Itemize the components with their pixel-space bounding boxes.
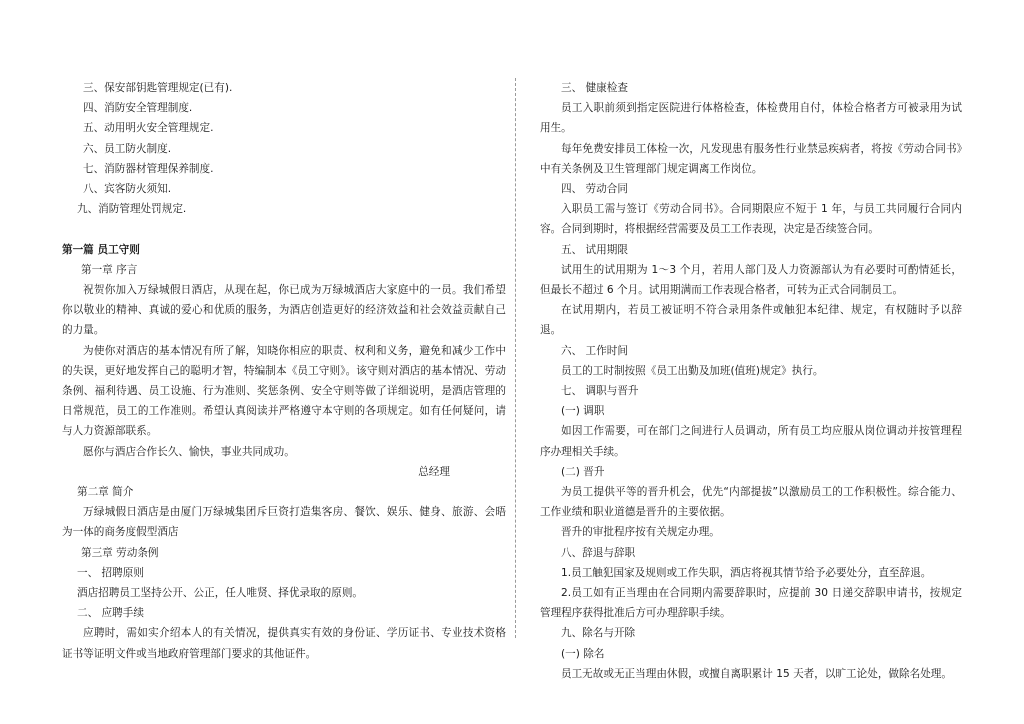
paragraph: 员工的工时制按照《员工出勤及加班(值班)规定》执行。 [561,364,824,377]
paragraph: 2.员工如有正当理由在合同期内需要辞职时，应提前 30 日递交辞职申请书，按规定管理程序获得批准后方可办理辞职手续。 [540,587,962,620]
paragraph: 每年免费安排员工体检一次，凡发现患有服务性行业禁忌疾病者，将按《劳动合同书》中有关条例及卫生管理部门规定调离工作岗位。 [540,142,962,175]
paragraph: 第三章 劳动条例 [81,546,159,559]
paragraph: 应聘时，需如实介绍本人的有关情况，提供真实有效的身份证、学历证书、专业技术资格证书等证明文件或当地政府管理部门要求的其他证件。 [62,627,506,660]
right-column [540,78,962,684]
paragraph: 愿你与酒店合作长久、愉快，事业共同成功。 [83,445,295,458]
paragraph: (一) 除名 [561,647,605,660]
paragraph: 万绿城假日酒店是由厦门万绿城集团斥巨资打造集客房、餐饮、娱乐、健身、旅游、会晤为一体的商务度假型酒店 [62,506,506,539]
paragraph: 七、消防器材管理保养制度. [83,162,214,175]
blank-line [62,219,506,239]
paragraph: 晋升的审批程序按有关规定办理。 [561,526,720,539]
paragraph: 为员工提供平等的晋升机会，优先“内部提拔”以激励员工的工作积极性。综合能力、工作业绩和职业道德是晋升的主要依据。 [540,486,962,519]
paragraph: 八、辞退与辞职 [561,546,636,559]
paragraph: 如因工作需要，可在部门之间进行人员调动，所有员工均应服从岗位调动并按管理程序办理相关手续。 [540,425,962,458]
section-heading: 第一篇 员工守则 [62,243,140,256]
paragraph: 九、除名与开除 [561,627,636,640]
paragraph: 五、动用明火安全管理规定. [83,122,214,135]
paragraph: 五、 试用期限 [561,243,628,256]
paragraph: 三、 健康检查 [561,82,628,94]
paragraph: 七、 调职与晋升 [561,385,639,398]
paragraph: 入职员工需与签订《劳动合同书》。合同期限应不短于 1 年，与员工共同履行合同内容。合同到期时，将根据经营需要及员工工作表现，决定是否续签合同。 [540,203,962,236]
paragraph: 试用生的试用期为 1～3 个月，若用人部门及人力资源部认为有必要时可酌情延长，但最长不超过 6 个月。试用期满而工作表现合格者，可转为正式合同制员工。 [540,263,962,297]
paragraph: 总经理 [418,465,450,478]
paragraph: 六、 工作时间 [561,344,628,357]
paragraph: 一、 招聘原则 [77,566,144,579]
paragraph: 第一章 序言 [81,263,138,276]
paragraph: 九、消防管理处罚规定. [77,203,187,216]
paragraph: 在试用期内，若员工被证明不符合录用条件或触犯本纪律、规定，有权随时予以辞退。 [540,304,962,337]
column-divider [515,78,516,638]
paragraph: 二、 应聘手续 [77,607,144,620]
paragraph: 1.员工触犯国家及规则或工作失职，酒店将视其情节给予必要处分，直至辞退。 [561,566,932,579]
paragraph: 酒店招聘员工坚持公开、公正，任人唯贤、择优录取的原则。 [77,587,364,600]
paragraph: 四、 劳动合同 [561,183,628,196]
paragraph: 三、保安部钥匙管理规定(已有). [83,82,233,94]
paragraph: (一) 调职 [561,405,605,418]
paragraph: 第二章 简介 [77,486,134,499]
paragraph: 员工入职前须到指定医院进行体格检查，体检费用自付，体检合格者方可被录用为试用生。 [540,102,962,135]
paragraph: 为使你对酒店的基本情况有所了解，知晓你相应的职责、权利和义务，避免和减少工作中的失误，更好地发挥自己的聪明才智，特编制本《员工守则》。该守则对酒店的基本情况、劳动条例、福利待遇、员工设施、行为准则、奖惩条例、安全守则等做了详细说明，是酒店管理的日常规范，员工的工作准则。希望认真阅读并严格遵守本守则的各项规定。如有任何疑问，请与人力资源部联系。 [62,344,506,438]
left-column [62,78,506,664]
paragraph: 祝贺你加入万绿城假日酒店，从现在起，你已成为万绿城酒店大家庭中的一员。我们希望你以敬业的精神、真诚的爱心和优质的服务，为酒店创造更好的经济效益和社会效益贡献自己的力量。 [62,284,506,337]
paragraph: 八、宾客防火须知. [83,183,172,196]
paragraph: 四、消防安全管理制度. [83,102,193,115]
paragraph: 六、员工防火制度. [83,142,172,155]
paragraph: (二) 晋升 [561,465,605,478]
paragraph: 员工无故或无正当理由休假，或擅自离职累计 15 天者，以旷工论处，做除名处理。 [561,667,952,680]
